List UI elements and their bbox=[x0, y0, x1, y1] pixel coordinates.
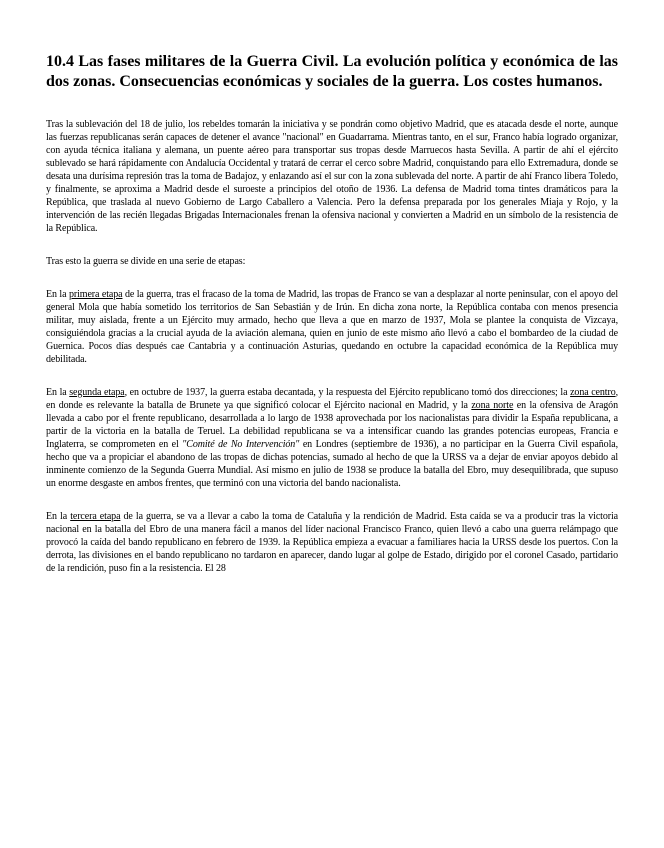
italic-term-comite: "Comité de No Intervención" bbox=[182, 439, 300, 450]
text-run: , en donde es relevante la batalla de Brunete ya que significó colocar el Ejército nacional en Madrid, y la bbox=[46, 387, 619, 411]
underlined-term-tercera-etapa: tercera etapa bbox=[70, 511, 121, 522]
text-run: En la bbox=[46, 511, 71, 522]
text-run: en Londres (septiembre de 1936), a no participar en la Guerra Civil española, hecho que va a propiciar el abandono de las tropas de dichas potencias, sumado al hecho de que la URSS va a dejar de enviar apoyos debido al inminente comienzo de la Segunda Guerra Mundial. Así mismo en julio de 1938 se produce la batalla del Ebro, muy desequilibrada, que supuso un enorme desgaste en ambos frentes, que terminó con una victoria del bando nacionalista. bbox=[46, 439, 618, 489]
document-title: 10.4 Las fases militares de la Guerra Civil. La evolución política y económica de las dos zonas. Consecuencias económicas y sociales de la guerra. Los costes humanos. bbox=[46, 53, 618, 90]
text-run: en la ofensiva de Aragón llevada a cabo por el frente republicano, desarrollada a lo largo de 1938 aprovechada por los nacionalistas para dividir la España republicana, a partir de la victoria en la batalla de Teruel. La debilidad republicana se va a intensificar cuando las grandes potencias europeas, Francia e Inglaterra, se comprometen en el bbox=[46, 400, 618, 450]
text-run: En la bbox=[46, 387, 70, 398]
paragraph-tercera-etapa bbox=[46, 510, 618, 575]
text-run: , en octubre de 1937, la guerra estaba decantada, y la respuesta del Ejército republicano tomó dos direcciones; la bbox=[124, 387, 571, 398]
underlined-term-primera-etapa: primera etapa bbox=[68, 289, 123, 300]
paragraph-etapas-intro: Tras esto la guerra se divide en una serie de etapas: bbox=[46, 256, 246, 267]
text-run: de la guerra, tras el fracaso de la toma de Madrid, las tropas de Franco se van a desplazar al norte peninsular, con el apoyo del general Mola que había sometido los territorios de San Sebastián y de Irún. En dicha zona norte, la República contaba con menos presencia militar, muy aislada, frente a un Ejército muy armado, hecho que lleva a que en marzo de 1937, Mola se plantee la conquista de Vizcaya, consiguiéndola gracias a la crucial ayuda de la aviación alemana, quien en junio de este mismo año llevó a cabo el bombardeo de la ciudad de Guernica. Pocos días después cae Cantabria y a continuación Asturias, quedando en octubre la capacidad económica de la República muy debilitada. bbox=[46, 289, 619, 365]
paragraph-segunda-etapa bbox=[46, 386, 618, 490]
underlined-term-zona-norte: zona norte bbox=[471, 400, 514, 411]
paragraph-intro-sublevacion: Tras la sublevación del 18 de julio, los rebeldes tomarán la iniciativa y se pondrán como objetivo Madrid, que es atacada desde el norte, aunque las fuerzas republicanas serán capaces de detener el avance "nacional" en Guadarrama. Mientras tanto, en el sur, Franco había logrado organizar, con ayuda técnica italiana y alemana, un puente aéreo para transportar sus tropas desde Marruecos hasta Sevilla. A partir de ahí el ejército sublevado se hará rápidamente con Andalucía Occidental y tratará de cerrar el cerco sobre Madrid, conquistando para ello Extremadura, donde se desata una durísima represión tras la toma de Badajoz, y enlazando así el sur con la zona sublevada del norte. A partir de ahí Franco libera Toledo, y finalmente, se aproxima a Madrid desde el suroeste a principios del otoño de 1936. La defensa de Madrid toma tintes dramáticos para la República, que traslada al nuevo Gobierno de Largo Caballero a Valencia. Pero la defensa preparada por los generales Miaja y Rojo, y la intervención de las recién llegadas Brigadas Internacionales frenan la ofensiva nacional y convierten a Madrid en un símbolo de la resistencia de la República. bbox=[46, 119, 618, 234]
text-run: En la bbox=[46, 289, 69, 300]
underlined-term-zona-centro: zona centro bbox=[570, 387, 616, 398]
paragraph-primera-etapa bbox=[46, 288, 618, 366]
text-run: de la guerra, se va a llevar a cabo la toma de Cataluña y la rendición de Madrid. Esta caída se va a producir tras la victoria nacional en la batalla del Ebro de una manera fácil a manos del líder nacional Francisco Franco, quien llevó a cabo una guerra relámpago que provocó la caída del bando republicano en febrero de 1939. la República empieza a evacuar a familiares hacia la URSS desde los puertos. Con la derrota, las divisiones en el bando republicano no tardaron en aparecer, dando lugar al golpe de Estado, dirigido por el coronel Casado, partidario de la rendición, puso fin a la resistencia. El 28 bbox=[46, 511, 618, 574]
underlined-term-segunda-etapa: segunda etapa bbox=[69, 387, 125, 398]
